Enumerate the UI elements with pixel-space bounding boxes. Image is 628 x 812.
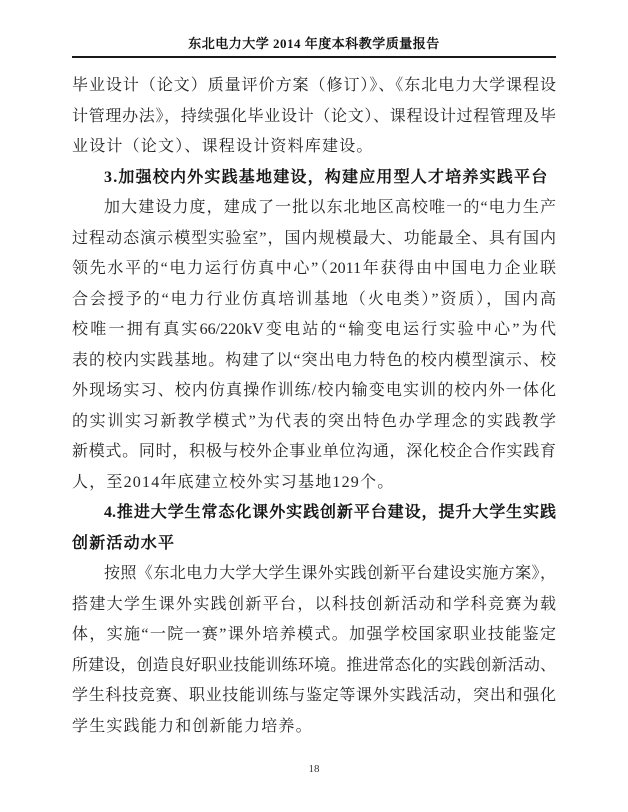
text-line: 校唯一拥有真实66/220kV变电站的“输变电运行实验中心”为代 (72, 321, 556, 338)
text-line: 学生实践能力和创新能力培养。 (72, 717, 313, 735)
text-line: 业设计（论文）、课程设计资料库建设。 (72, 138, 374, 155)
text-line: 体，实施“一院一赛”课外培养模式。加强学校国家职业技能鉴定 (72, 626, 556, 643)
text-line: 所建设，创造良好职业技能训练环境。推进常态化的实践创新活动、 (72, 656, 556, 674)
paragraph-practice-base (72, 193, 556, 498)
text-line: 按照《东北电力大学大学生课外实践创新平台建设实施方案》， (104, 565, 556, 582)
text-line: 合会授予的“电力行业仿真培训基地（火电类）”资质），国内高 (72, 290, 556, 308)
text-line: 学生科技竞赛、职业技能训练与鉴定等课外实践活动，突出和强化 (72, 687, 556, 704)
heading-section-4 (72, 498, 556, 559)
text-line: 领先水平的“电力运行仿真中心”（2011年获得由中国电力企业联 (72, 260, 556, 277)
text-line: 3.加强校内外实践基地建设，构建应用型人才培养实践平台 (104, 168, 549, 186)
paragraph-graduation-design (72, 71, 556, 163)
text-line: 人，至2014年底建立校外实习基地129个。 (72, 473, 395, 491)
page-footer (0, 763, 628, 775)
text-line: 4.推进大学生常态化课外实践创新平台建设，提升大学生实践 (104, 504, 556, 521)
text-line: 加大建设力度，建成了一批以东北地区高校唯一的“电力生产 (104, 199, 556, 216)
paragraph-innovation-platform (72, 559, 556, 742)
document-body (72, 71, 556, 742)
text-line: 外现场实习、校内仿真操作训练/校内输变电实训的校内外一体化 (72, 382, 556, 399)
text-line: 过程动态演示模型实验室”，国内规模最大、功能最全、具有国内 (72, 229, 556, 247)
heading-section-3 (72, 163, 556, 194)
text-line: 毕业设计（论文）质量评价方案（修订）》、《东北电力大学课程设 (72, 77, 556, 94)
text-line: 表的校内实践基地。构建了以“突出电力特色的校内模型演示、校 (72, 351, 556, 369)
page-header (0, 33, 628, 52)
text-line: 计管理办法》，持续强化毕业设计（论文）、课程设计过程管理及毕 (72, 107, 556, 125)
text-line: 新模式。同时，积极与校外企事业单位沟通，深化校企合作实践育 (72, 443, 556, 460)
page-number: 18 (308, 763, 320, 775)
text-line: 搭建大学生课外实践创新平台，以科技创新活动和学科竞赛为载 (72, 595, 556, 613)
text-line: 的实训实习新教学模式”为代表的突出特色办学理念的实践教学 (72, 412, 556, 430)
header-title: 东北电力大学 2014 年度本科教学质量报告 (188, 36, 440, 51)
header-rule (72, 56, 556, 58)
text-line: 创新活动水平 (72, 534, 176, 552)
